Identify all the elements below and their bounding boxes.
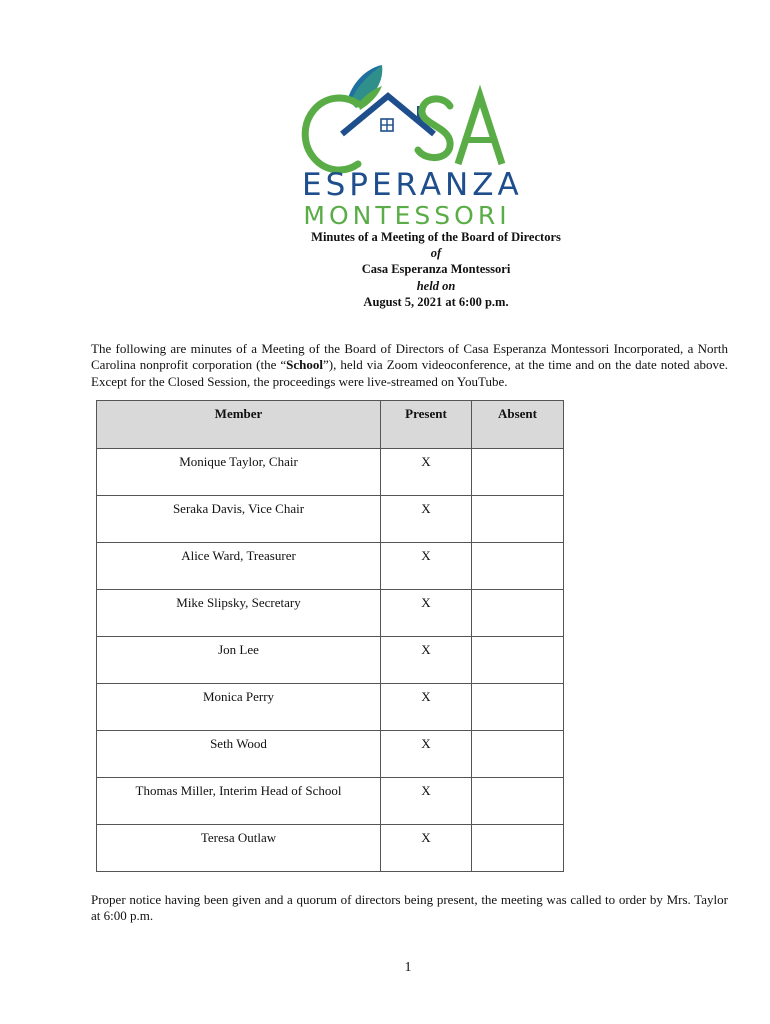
- heading-of: of: [430, 246, 442, 261]
- header-absent: Absent: [472, 401, 564, 449]
- intro-bold-school: School: [286, 357, 323, 373]
- present-mark: X: [381, 778, 472, 825]
- absent-mark: [472, 590, 564, 637]
- present-mark: X: [381, 590, 472, 637]
- absent-mark: [472, 496, 564, 543]
- table-row: [97, 684, 564, 731]
- table-row: [97, 637, 564, 684]
- table-row: [97, 449, 564, 496]
- member-name: Seth Wood: [97, 731, 381, 778]
- heading-held-on: held on: [416, 278, 456, 293]
- absent-mark: [472, 731, 564, 778]
- member-name: Monique Taylor, Chair: [97, 449, 381, 496]
- present-mark: X: [381, 449, 472, 496]
- document-heading: [0, 229, 770, 310]
- absent-mark: [472, 825, 564, 872]
- closing-paragraph: Proper notice having been given and a quorum of directors being present, the meeting was called to order by Mrs. Taylor at 6:00 p.m.: [91, 892, 728, 924]
- member-name: Alice Ward, Treasurer: [97, 543, 381, 590]
- member-name: Teresa Outlaw: [97, 825, 381, 872]
- table-row: [97, 825, 564, 872]
- table-row: [97, 778, 564, 825]
- absent-mark: [472, 778, 564, 825]
- heading-organization: Casa Esperanza Montessori: [361, 262, 511, 277]
- member-name: Seraka Davis, Vice Chair: [97, 496, 381, 543]
- table-header-row: [97, 401, 564, 449]
- present-mark: X: [381, 637, 472, 684]
- casa-esperanza-logo: [298, 62, 523, 230]
- present-mark: X: [381, 684, 472, 731]
- absent-mark: [472, 637, 564, 684]
- logo-word-esperanza: ESPERANZA: [302, 167, 523, 203]
- table-row: [97, 496, 564, 543]
- member-name: Mike Slipsky, Secretary: [97, 590, 381, 637]
- heading-date: August 5, 2021 at 6:00 p.m.: [363, 294, 509, 309]
- absent-mark: [472, 684, 564, 731]
- logo-graphic: [298, 62, 512, 174]
- table-row: [97, 590, 564, 637]
- intro-text-1: The following are minutes of a Meeting of the Board of Directors of Casa Esperanza Montessori Incorporated, a North Carolina nonprofit corporation (the “: [91, 341, 728, 373]
- table-row: [97, 731, 564, 778]
- absent-mark: [472, 449, 564, 496]
- member-name: Thomas Miller, Interim Head of School: [97, 778, 381, 825]
- present-mark: X: [381, 543, 472, 590]
- absent-mark: [472, 543, 564, 590]
- heading-title: Minutes of a Meeting of the Board of Directors: [311, 230, 561, 244]
- header-present: Present: [381, 401, 472, 449]
- intro-text-2: ”), held via Zoom videoconference, at the time and on the date noted above. Except for the Closed Session, the proceedings were live-streamed on YouTube.: [91, 357, 728, 389]
- intro-paragraph: [91, 341, 728, 390]
- attendance-table: [96, 400, 564, 872]
- member-name: Jon Lee: [97, 637, 381, 684]
- page-number: 1: [404, 960, 412, 975]
- logo-word-montessori: MONTESSORI: [303, 201, 511, 230]
- member-name: Monica Perry: [97, 684, 381, 731]
- header-member: Member: [97, 401, 381, 449]
- present-mark: X: [381, 825, 472, 872]
- present-mark: X: [381, 496, 472, 543]
- present-mark: X: [381, 731, 472, 778]
- table-row: [97, 543, 564, 590]
